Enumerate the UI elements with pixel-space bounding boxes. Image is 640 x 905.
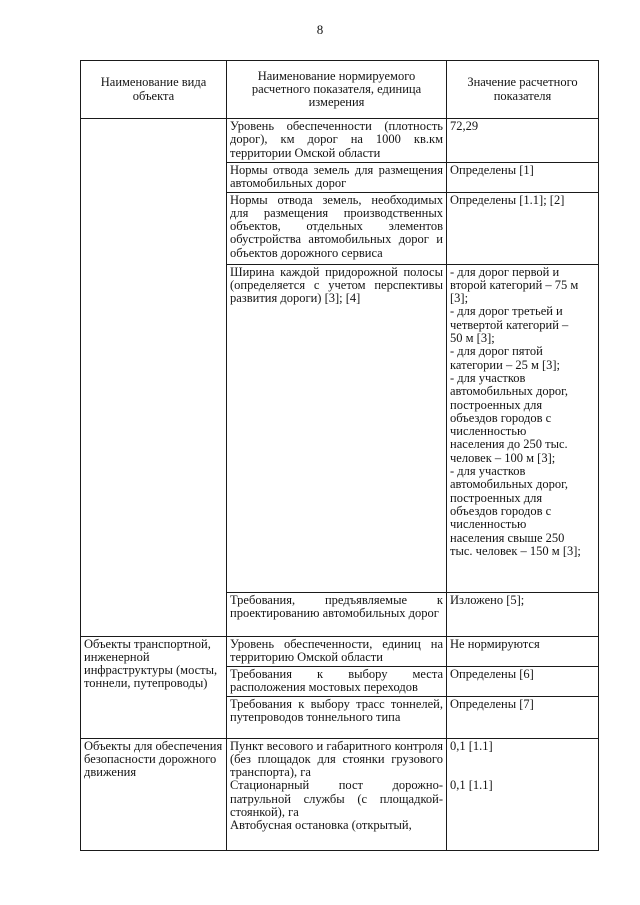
value-line: объездов городов с (450, 410, 552, 425)
value-line: автомобильных дорог, (450, 384, 569, 399)
indicator-cell: Ширина каждой придорожной полосы (определяется с учетом перспективы развития дороги) [3]; [4] (227, 264, 447, 592)
value-cell: Определены [1.1]; [2] (447, 192, 599, 264)
value-cell: Определены [6] (447, 666, 599, 696)
value-item: 0,1 [1.1] (450, 738, 493, 753)
table-row (81, 636, 599, 666)
value-line: - для участков (450, 370, 526, 385)
indicator-cell: Уровень обеспеченности (плотность дорог), км дорог на 1000 кв.км территории Омской области (227, 119, 447, 163)
value-line: - для участков (450, 464, 526, 479)
standards-table (80, 60, 599, 851)
value-item: 0,1 [1.1] (450, 777, 493, 792)
value-cell: Определены [7] (447, 696, 599, 738)
table-row (81, 738, 599, 850)
value-line: категории – 25 м [3]; (450, 357, 561, 372)
value-cell (447, 738, 599, 850)
value-line: [3]; (450, 291, 469, 306)
header-indicator: Наименование нормируемого расчетного показателя, единица измерения (227, 61, 447, 119)
indicator-item: Стационарный пост дорожно-патрульной службы (с площадкой-стоянкой), га (230, 778, 443, 820)
indicator-cell: Требования к выбору трасс тоннелей, путепроводов тоннельного типа (227, 696, 447, 738)
value-line: четвертой категорий – (450, 317, 569, 332)
value-line: - для дорог третьей и (450, 304, 563, 319)
table-row (81, 119, 599, 163)
indicator-item: Пункт весового и габаритного контроля (без площадок для стоянки грузового транспорта), га (230, 738, 443, 780)
object-cell-empty (81, 119, 227, 637)
value-line: второй категорий – 75 м (450, 277, 579, 292)
value-cell: Изложено [5]; (447, 592, 599, 636)
value-line: построенных для (450, 397, 543, 412)
indicator-cell (227, 738, 447, 850)
indicator-item: Автобусная остановка (открытый, (230, 818, 412, 833)
indicator-cell: Уровень обеспеченности, единиц на территорию Омской области (227, 636, 447, 666)
value-line: численностью (450, 424, 527, 439)
value-line: - для дорог пятой (450, 344, 543, 359)
header-value: Значение расчетного показателя (447, 61, 599, 119)
indicator-cell: Требования, предъявляемые к проектированию автомобильных дорог (227, 592, 447, 636)
indicator-cell: Нормы отвода земель для размещения автомобильных дорог (227, 163, 447, 193)
value-line: построенных для (450, 490, 543, 505)
value-cell (447, 264, 599, 592)
value-line: населения до 250 тыс. (450, 437, 568, 452)
indicator-cell: Требования к выбору места расположения мостовых переходов (227, 666, 447, 696)
value-cell: Определены [1] (447, 163, 599, 193)
value-line: человек – 100 м [3]; (450, 450, 556, 465)
value-line: 50 м [3]; (450, 331, 495, 346)
value-line: - для дорог первой и (450, 264, 560, 279)
value-cell: Не нормируются (447, 636, 599, 666)
value-cell: 72,29 (447, 119, 599, 163)
value-line: численностью (450, 517, 527, 532)
object-cell: Объекты для обеспечения безопасности дорожного движения (81, 738, 227, 850)
header-object-type: Наименование вида объекта (81, 61, 227, 119)
table-header-row (81, 61, 599, 119)
object-cell: Объекты транспортной, инженерной инфраструктуры (мосты, тоннели, путепроводы) (81, 636, 227, 738)
value-line: объездов городов с (450, 503, 552, 518)
value-line: автомобильных дорог, (450, 477, 569, 492)
value-line: тыс. человек – 150 м [3]; (450, 543, 581, 558)
page-number: 8 (316, 22, 324, 37)
value-line: населения свыше 250 (450, 530, 565, 545)
indicator-cell: Нормы отвода земель, необходимых для размещения производственных объектов, отдельных элементов обустройства автомобильных дорог и объектов дорожного сервиса (227, 192, 447, 264)
